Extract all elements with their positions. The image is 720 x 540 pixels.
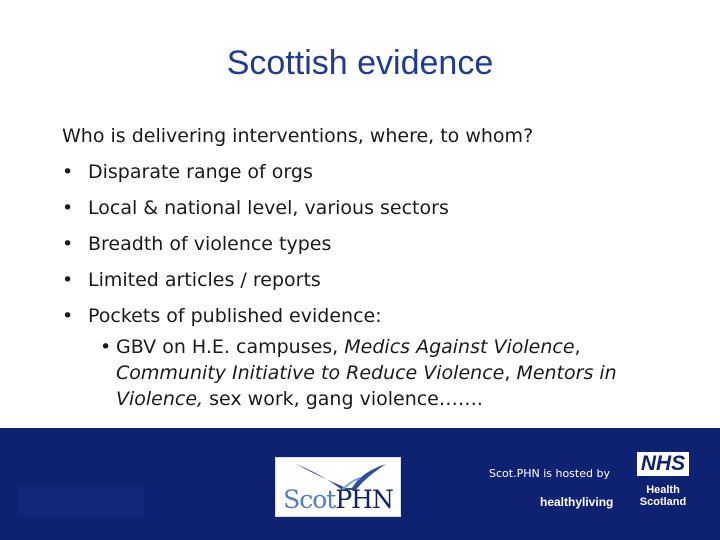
intro-text: Who is delivering interventions, where, to whom? [62,125,534,147]
nhs-scotland-line: Scotland [639,496,687,508]
bullet-item-label: Pockets of published evidence: [88,305,382,327]
scotphn-logo [275,457,401,517]
slide-content [62,118,662,412]
footer-band [0,428,720,540]
sub-italic-mentors: Mentors in Violence, [116,362,617,410]
sub-text: sex work, gang violence……. [203,388,483,410]
nhs-logo: NHS [637,452,689,476]
bullet-item [62,298,662,334]
footer-decor-box [18,486,144,516]
nhs-health-line: Health [646,484,680,496]
bullet-item: • Breadth of violence types [62,226,662,262]
bullet-item: • Limited articles / reports [62,262,662,298]
slide-title: Scottish evidence [226,44,494,82]
sub-text: , [504,362,517,384]
sub-bullet [88,334,662,412]
sub-text: GBV on H.E. campuses, [116,336,345,358]
sub-text: , [574,336,581,358]
sub-italic-medics: Medics Against Violence [344,336,575,358]
healthyliving-logo: healthyliving [540,495,614,509]
bullet-item: • Local & national level, various sectors [62,190,662,226]
nhs-health-scotland [628,484,698,508]
bullet-list [62,154,662,334]
bullet-item: • Disparate range of orgs [62,154,662,190]
sub-italic-community: Community Initiative to Reduce Violence [116,362,505,384]
logo-text: ScotPHN [283,485,393,514]
hosted-by-text: Scot.PHN is hosted by [489,467,610,480]
